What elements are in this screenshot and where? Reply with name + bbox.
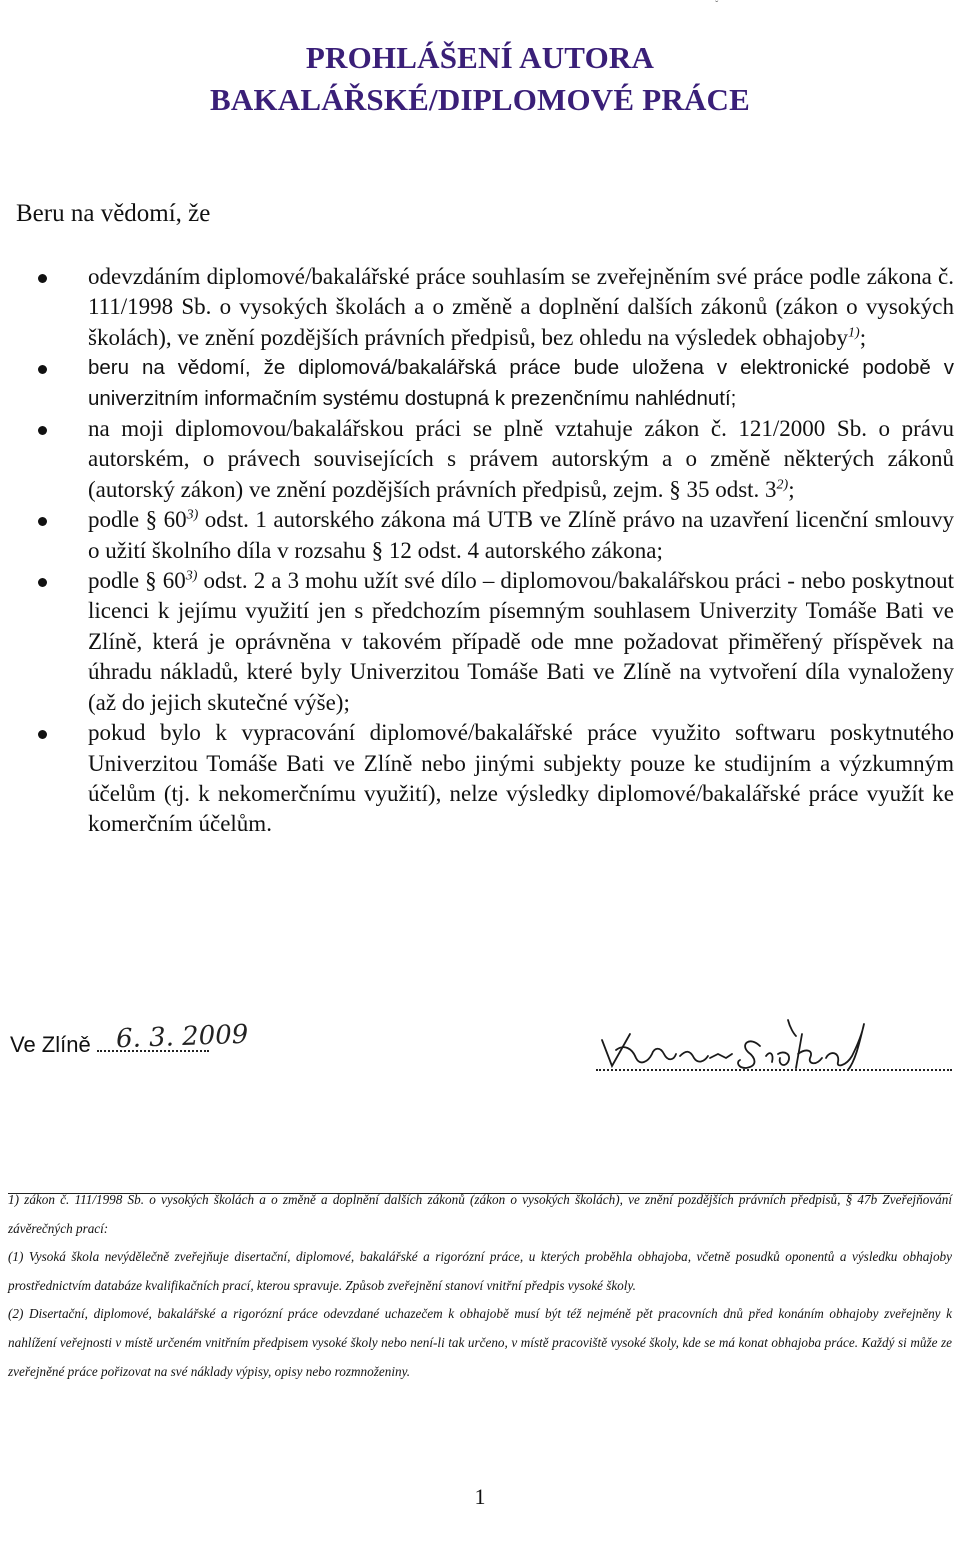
bullet-icon (38, 730, 47, 739)
page-title-line-2: BAKALÁŘSKÉ/DIPLOMOVÉ PRÁCE (210, 82, 750, 117)
footnotes (8, 1186, 952, 1386)
page-title-line-1: PROHLÁŠENÍ AUTORA (305, 40, 655, 75)
footnote-2: (1) Vysoká škola nevýdělečně zveřejňuje disertační, diplomové, bakalářské a rigorózní práce, u kterých proběhla obhajoba, včetně posudků oponentů a výsledku obhajoby prostřednictvím databáze kvalifikačních prací, kterou spravuje. Způsob zveřejnění stanoví vnitřní předpis vysoké školy. (8, 1249, 952, 1293)
list-item: pokud bylo k vypracování diplomové/bakalářské práce využito softwaru poskytnutého Univerzitou Tomáše Bati ve Zlíně nebo jinými subjekty pouze ke studijním a výzkumným účelům (tj. k nekomerčnímu využití), nelze výsledky diplomové/bakalářské práce využít ke komerčním účelům. (88, 718, 954, 840)
list-item: odevzdáním diplomové/bakalářské práce souhlasím se zveřejněním své práce podle zákona č. 111/1998 Sb. o vysokých školách a o změně a doplnění dalších zákonů (zákon o vysokých školách), ve znění pozdějších právních předpisů, bez ohledu na výsledek obhajoby$^{1)}$; (88, 262, 954, 353)
signature-dotted-line (596, 1069, 952, 1071)
list-item: beru na vědomí, že diplomová/bakalářská práce bude uložena v elektronické podobě v univerzitním informačním systému dostupná k prezenčnímu nahlédnutí; (88, 353, 954, 414)
bullet-icon (38, 274, 47, 283)
bullet-icon (38, 426, 47, 435)
list-item: podle § 60$^{3)}$ odst. 1 autorského zákona má UTB ve Zlíně právo na uzavření licenční smlouvy o užití školního díla v rozsahu § 12 odst. 4 autorského zákona; (88, 505, 954, 566)
bullet-icon (38, 517, 47, 526)
scan-mark: ˇ (715, 0, 719, 11)
list-item: podle § 60$^{3)}$ odst. 2 a 3 mohu užít své dílo – diplomovou/bakalářskou práci - nebo poskytnout licenci k jejímu využití jen s předchozím písemným souhlasem Univerzity Tomáše Bati ve Zlíně, která je oprávněna v takovém případě ode mne požadovat přiměřený příspěvek na úhradu nákladů, které byly Univerzitou Tomáše Bati ve Zlíně na vytvoření díla vynaloženy (až do jejich skutečné výše); (88, 566, 954, 718)
page-number: 1 (474, 1484, 486, 1509)
declaration-list (88, 262, 954, 840)
intro-text: Beru na vědomí, že (16, 200, 211, 227)
handwritten-date: 6. 3. 2009 (115, 1019, 249, 1055)
list-item: na moji diplomovou/bakalářskou práci se plně vztahuje zákon č. 121/2000 Sb. o právu autorském, o právech souvisejících s právem autorským a o změně některých zákonů (autorský zákon) ve znění pozdějších právních předpisů, zejm. § 35 odst. 3$^{2)}$; (88, 414, 954, 505)
footnote-1: 1) zákon č. 111/1998 Sb. o vysokých školách a o změně a doplnění dalších zákonů (zákon o vysokých školách), ve znění pozdějších právních předpisů, § 47b Zveřejňování závěrečných prací: (8, 1192, 952, 1236)
place-label: Ve Zlíně (10, 1032, 91, 1057)
footnote-3: (2) Disertační, diplomové, bakalářské a rigorózní práce odevzdané uchazečem k obhajobě musí být též nejméně pět pracovních dnů před konáním obhajoby zveřejněny k nahlížení veřejnosti v místě určeném vnitřním předpisem vysoké školy nebo není-li tak určeno, v místě pracoviště vysoké školy, kde se má konat obhajoba práce. Každý si může ze zveřejněné práce pořizovat na své náklady výpisy, opisy nebo rozmnoženiny. (8, 1306, 952, 1379)
bullet-icon (38, 365, 47, 374)
bullet-icon (38, 578, 47, 587)
